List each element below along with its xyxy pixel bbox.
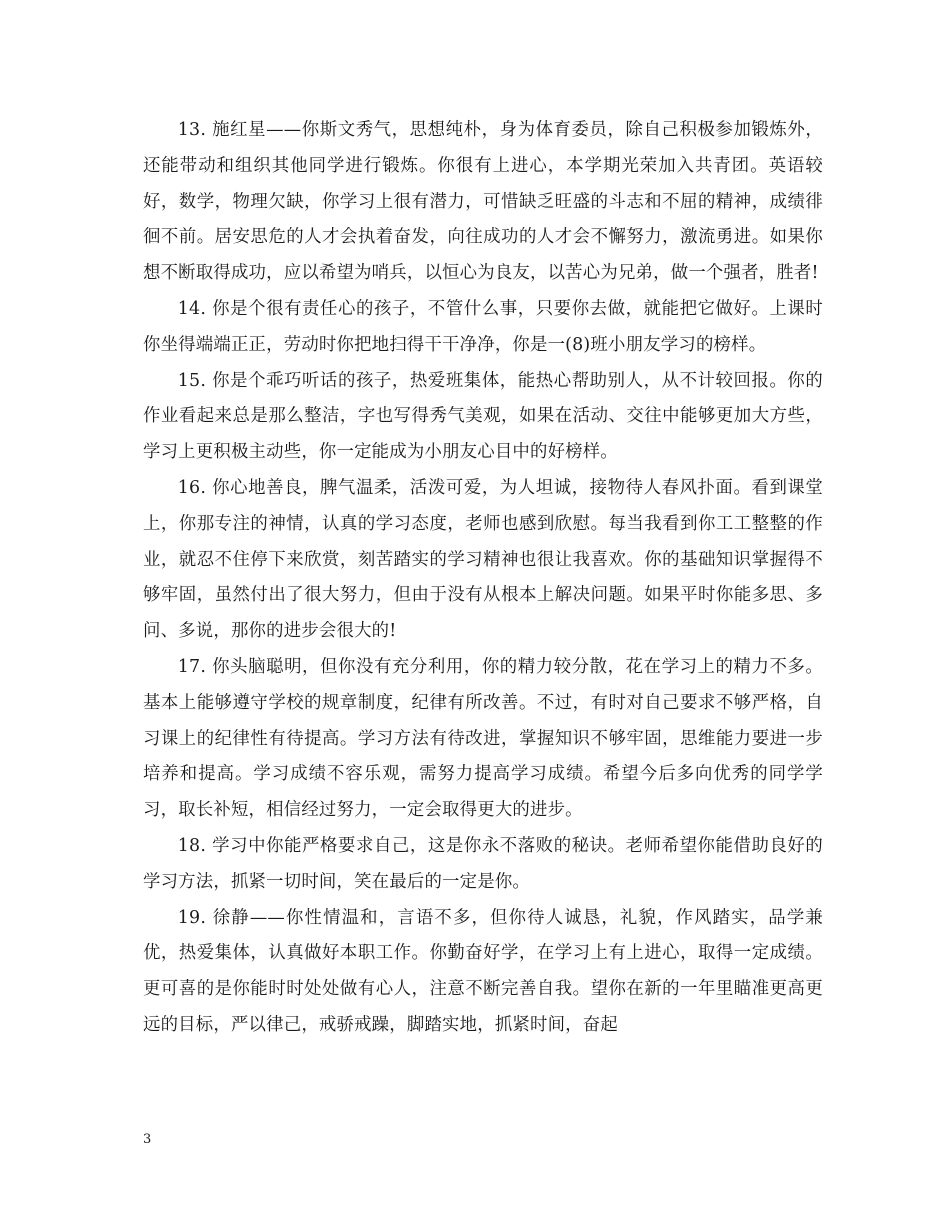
paragraph-14: 14. 你是个很有责任心的孩子，不管什么事，只要你去做，就能把它做好。上课时你坐得端端正正，劳动时你把地扫得干干净净，你是一(8)班小朋友学习的榜样。 [143,298,823,355]
paragraph-15: 15. 你是个乖巧听话的孩子，热爱班集体，能热心帮助别人，从不计较回报。你的作业看起来总是那么整洁，字也写得秀气美观，如果在活动、交往中能够更加大方些，学习上更积极主动些，你一定能成为小朋友心目中的好榜样。 [143,370,823,463]
paragraph-16: 16. 你心地善良，脾气温柔，活泼可爱，为人坦诚，接物待人春风扑面。看到课堂上，你那专注的神情，认真的学习态度，老师也感到欣慰。每当我看到你工工整整的作业，就忍不住停下来欣赏，刻苦踏实的学习精神也很让我喜欢。你的基础知识掌握得不够牢固，虽然付出了很大努力，但由于没有从根本上解决问题。如果平时你能多思、多问、多说，那你的进步会很大的! [143,477,823,642]
page-number: 3 [143,1132,152,1147]
paragraph-17: 17. 你头脑聪明，但你没有充分利用，你的精力较分散，花在学习上的精力不多。基本上能够遵守学校的规章制度，纪律有所改善。不过，有时对自己要求不够严格，自习课上的纪律性有待提高。学习方法有待改进，掌握知识不够牢固，思维能力要进一步培养和提高。学习成绩不容乐观，需努力提高学习成绩。希望今后多向优秀的同学学习，取长补短，相信经过努力，一定会取得更大的进步。 [143,656,823,821]
paragraph-13: 13. 施红星——你斯文秀气，思想纯朴，身为体育委员，除自己积极参加锻炼外，还能带动和组织其他同学进行锻炼。你很有上进心，本学期光荣加入共青团。英语较好，数学，物理欠缺，你学习上很有潜力，可惜缺乏旺盛的斗志和不屈的精神，成绩徘徊不前。居安思危的人才会执着奋发，向往成功的人才会不懈努力，激流勇进。如果你想不断取得成功，应以希望为哨兵，以恒心为良友，以苦心为兄弟，做一个强者，胜者! [143,120,823,284]
document-body [143,113,823,1044]
paragraph-19: 19. 徐静——你性情温和，言语不多，但你待人诚恳，礼貌，作风踏实，品学兼优，热爱集体，认真做好本职工作。你勤奋好学，在学习上有上进心，取得一定成绩。更可喜的是你能时时处处做有心人，注意不断完善自我。望你在新的一年里瞄准更高更远的目标，严以律己，戒骄戒躁，脚踏实地，抓紧时间，奋起 [143,907,823,1035]
paragraph-18: 18. 学习中你能严格要求自己，这是你永不落败的秘诀。老师希望你能借助良好的学习方法，抓紧一切时间，笑在最后的一定是你。 [143,835,823,892]
